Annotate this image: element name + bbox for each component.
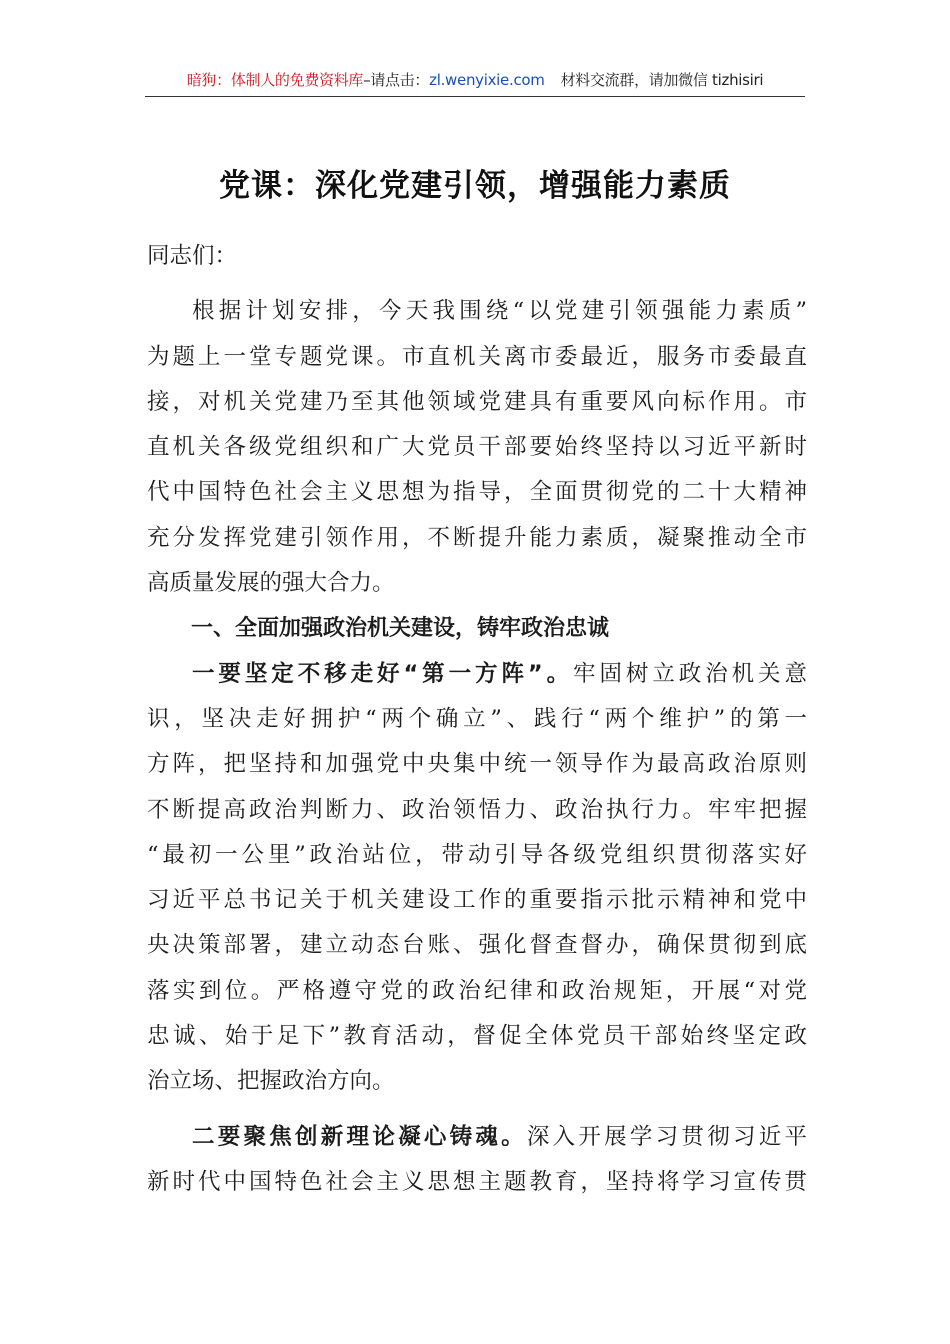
document-title: 党课：深化党建引领，增强能力素质: [219, 168, 731, 204]
point-line: [147, 652, 807, 697]
section-heading: 一、全面加强政治机关建设，铸牢政治忠诚: [191, 616, 610, 642]
header-contact: 材料交流群，请加微信 tizhisiri: [560, 71, 764, 89]
point-line: “最初一公里”政治站位，带动引导各级党组织贯彻落实好: [147, 841, 807, 868]
salutation: 同志们：: [147, 243, 238, 269]
header-click-prompt: –请点击：: [363, 71, 430, 89]
intro-line: 为题上一堂专题党课。市直机关离市委最近，服务市委最直: [147, 343, 807, 370]
intro-line: 接，对机关党建乃至其他领域党建具有重要风向标作用。市: [147, 388, 807, 415]
intro-line: 直机关各级党组织和广大党员干部要始终坚持以习近平新时: [147, 434, 807, 461]
point-line: 新时代中国特色社会主义思想主题教育，坚持将学习宣传贯: [147, 1168, 807, 1195]
intro-line: 高质量发展的强大合力。: [147, 570, 395, 597]
point-line: 央决策部署，建立动态台账、强化督查督办，确保贯彻到底: [147, 932, 807, 959]
point-one-paragraph: [147, 652, 807, 1105]
intro-line: 充分发挥党建引领作用，不断提升能力素质，凝聚推动全市: [147, 524, 807, 551]
point-two-paragraph: [147, 1115, 807, 1206]
intro-line: 根据计划安排，今天我围绕“以党建引领强能力素质”: [192, 298, 807, 325]
point-line: 落实到位。严格遵守党的政治纪律和政治规矩，开展“对党: [147, 977, 807, 1004]
point-text: 深入开展学习贯彻习近平: [526, 1123, 807, 1150]
point-line: 识，坚决走好拥护“两个确立”、践行“两个维护”的第一: [147, 705, 807, 732]
point-line: 治立场、把握政治方向。: [147, 1068, 395, 1095]
document-body: [147, 234, 807, 1205]
page-header: [145, 66, 805, 97]
point-line: 习近平总书记关于机关建设工作的重要指示批示精神和党中: [147, 887, 807, 914]
point-line: 忠诚、始于足下”教育活动，督促全体党员干部始终坚定政: [147, 1023, 807, 1050]
intro-line: 代中国特色社会主义思想为指导，全面贯彻党的二十大精神: [147, 479, 807, 506]
header-link[interactable]: zl.wenyixie.com: [429, 71, 545, 89]
point-line: 不断提高政治判断力、政治领悟力、政治执行力。牢牢把握: [147, 796, 807, 823]
point-lead: 一要坚定不移走好“第一方阵”。: [192, 660, 574, 687]
header-site-name: 暗狗：体制人的免费资料库: [186, 71, 364, 89]
intro-paragraph: [147, 289, 807, 606]
point-line: 方阵，把坚持和加强党中央集中统一领导作为最高政治原则: [147, 751, 807, 778]
point-text: 牢固树立政治机关意: [573, 660, 807, 687]
point-lead: 二要聚焦创新理论凝心铸魂。: [192, 1123, 527, 1150]
point-line: [147, 1115, 807, 1160]
